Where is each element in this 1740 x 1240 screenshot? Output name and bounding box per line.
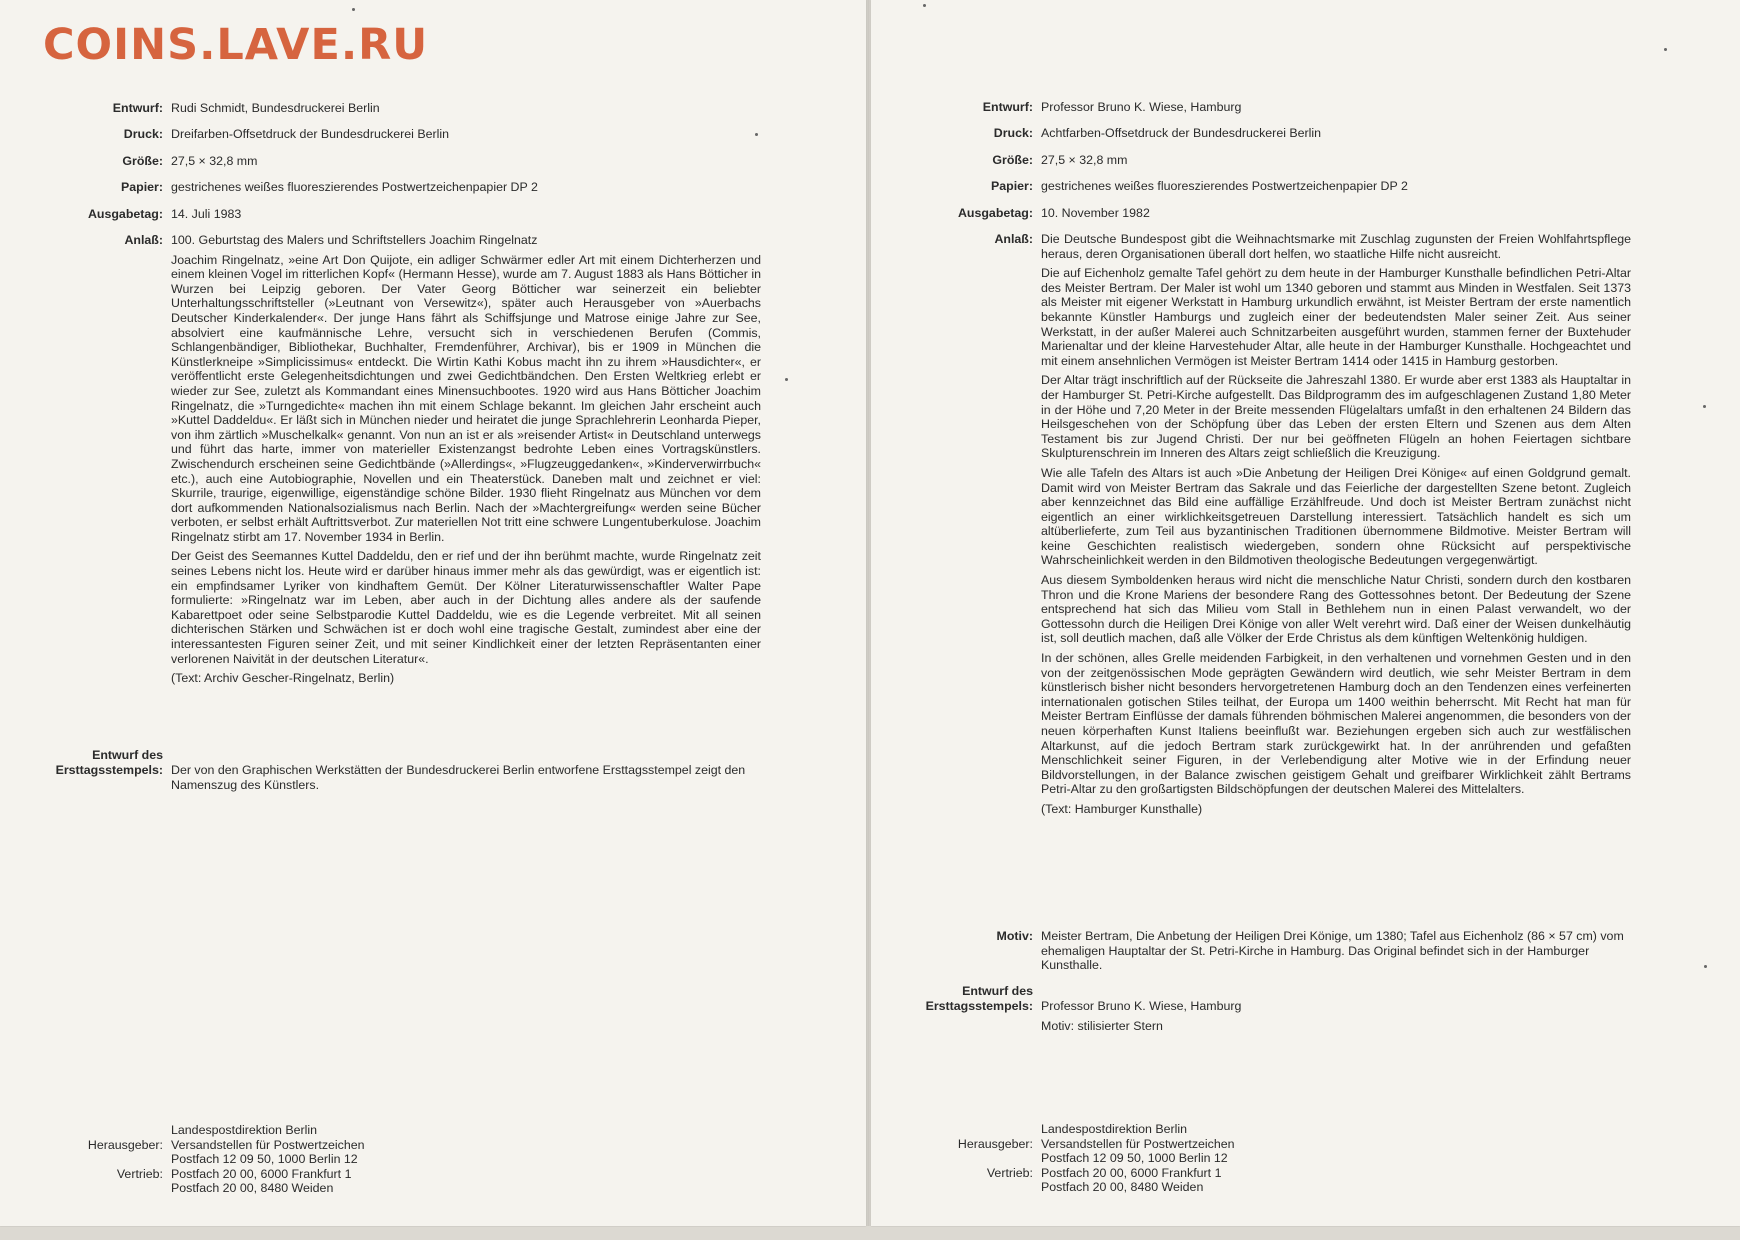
druck-row — [878, 126, 1631, 141]
paper-speck — [785, 378, 788, 381]
groesse-label: Größe: — [992, 153, 1033, 167]
anlass-text — [1041, 232, 1631, 822]
anlass-paragraph: 100. Geburtstag des Malers und Schriftstellers Joachim Ringelnatz — [171, 233, 538, 247]
ausgabetag-row — [878, 206, 1631, 221]
druck-value: Achtfarben-Offsetdruck der Bundesdruckerei Berlin — [1041, 126, 1322, 140]
druck-value: Dreifarben-Offsetdruck der Bundesdruckerei Berlin — [171, 127, 450, 141]
entwurf-label: Entwurf: — [112, 101, 163, 115]
stempel-row — [8, 748, 761, 792]
left-page — [0, 0, 866, 1226]
druck-row — [8, 127, 761, 142]
watermark-text: COINS.LAVE.RU — [43, 20, 429, 70]
anlass-paragraph: In der schönen, alles Grelle meidenden Farbigkeit, in den verhaltenen und vornehmen Gesten und in den von der zeitgenössischen Mode geprägten Gewändern wird deutlich, wie sehr Meister Bertram in dem künstlerisch bisher nicht besonders hervorgetretenen Hamburg doch an den Tendenzen eines verfeinerten internationalen gotischen Stiles teilhat, der Europa um 1400 weithin beherrscht. Mit Recht hat man für Meister Bertram Einflüsse der damals führenden böhmischen Malerei angenommen, die besonders von der neuen körperhaften Kunst Italiens beeinflußt war. Beziehungen ergeben sich auch zur westfälischen Altarkunst, auf die jedoch Bertram stark zurückgewirkt hat. In der anrührenden und gefaßten Menschlichkeit seiner Figuren, in der Verlebendigung alter Motive wie in der Erfindung neuer Bildvorstellungen, in der Balance zwischen geistigem Gehalt und greifbarer Wirklichkeit zählt Bertrams Petri-Altar zu den großartigsten Bildschöpfungen der deutschen Malerei des Mittelalters. — [1041, 651, 1631, 797]
anlass-label: Anlaß: — [994, 232, 1033, 246]
ausgabetag-value: 10. November 1982 — [1041, 206, 1150, 220]
vertrieb-line: Postfach 20 00, 8480 Weiden — [171, 1181, 334, 1196]
vertrieb-line: Postfach 20 00, 6000 Frankfurt 1 — [1041, 1165, 1222, 1180]
anlass-source: (Text: Archiv Gescher-Ringelnatz, Berlin) — [171, 671, 395, 686]
groesse-value: 27,5 × 32,8 mm — [171, 154, 258, 168]
anlass-row — [8, 233, 761, 691]
vertrieb-line: Postfach 12 09 50, 1000 Berlin 12 — [171, 1152, 358, 1167]
motiv-value: Meister Bertram, Die Anbetung der Heiligen Drei Könige, um 1380; Tafel aus Eichenholz (86 × 57 cm) vom ehemaligen Hauptaltar der St. Petri-Kirche in Hamburg. Das Original befindet sich in der Hamburger Kunsthalle. — [1041, 929, 1624, 973]
groesse-label: Größe: — [122, 154, 163, 168]
entwurf-value: Rudi Schmidt, Bundesdruckerei Berlin — [171, 101, 380, 115]
vertrieb-line: Versandstellen für Postwertzeichen — [171, 1137, 365, 1152]
vertrieb-line: Postfach 20 00, 6000 Frankfurt 1 — [171, 1166, 352, 1181]
papier-value: gestrichenes weißes fluoreszierendes Postwertzeichenpapier DP 2 — [1041, 179, 1408, 193]
ausgabetag-label: Ausgabetag: — [957, 206, 1033, 220]
paper-speck — [923, 4, 926, 7]
stempel-value: Professor Bruno K. Wiese, Hamburg — [1041, 999, 1242, 1013]
stempel-row — [878, 984, 1631, 1038]
paper-speck — [352, 8, 355, 11]
imprint-block — [8, 1123, 761, 1196]
anlass-paragraph: Der Altar trägt inschriftlich auf der Rückseite die Jahreszahl 1380. Er wurde aber erst 1383 als Hauptaltar in der Hamburger St. Petri-Kirche aufgestellt. Das Bildprogramm des im aufgeschlagenen Zustand 1,80 Meter in der Höhe und 7,20 Meter in der Breite messenden Flügelaltars umfaßt in den erhaltenen 24 Bildern das Heilsgeschehen von der Schöpfung über das Leben der ersten Eltern und Szenen aus dem Alten Testament bis zur Jugend Christi. Der nur bei geöffneten Flügeln an hohen Feiertagen sichtbare Skulpturenschrein im Inneren des Altars zeigt schließlich die Kreuzigung. — [1041, 373, 1631, 461]
groesse-value: 27,5 × 32,8 mm — [1041, 153, 1128, 167]
stempel-motiv: Motiv: stilisierter Stern — [1041, 1018, 1163, 1033]
druck-label: Druck: — [123, 127, 163, 141]
anlass-paragraph: Wie alle Tafeln des Altars ist auch »Die Anbetung der Heiligen Drei Könige« auf einen Goldgrund gemalt. Damit wird von Meister Bertram das Sakrale und das Feierliche der dargestellten Szene betont. Zugleich aber kennzeichnet das Bild eine auffällige Erzählfreude. Und doch ist Meister Bertram zunächst nicht eigentlich an einer wirklichkeitsgetreuen Darstellung interessiert. Tatsächlich handelt es sich um altüberlieferte, zum Teil aus byzantinischen Traditionen übernommene Bildmotive. Meister Bertram will keine Geschichten realistisch wiedergeben, sondern ohne Rücksicht auf perspektivische Wahrscheinlichkeit werden in den Bildmotiven theologische Bedeutungen vergegenwärtigt. — [1041, 465, 1631, 568]
herausgeber-label: Herausgeber: — [87, 1137, 163, 1152]
papier-value: gestrichenes weißes fluoreszierendes Postwertzeichenpapier DP 2 — [171, 180, 538, 194]
vertrieb-label: Vertrieb: — [116, 1166, 163, 1181]
motiv-label: Motiv: — [996, 929, 1033, 943]
anlass-label: Anlaß: — [124, 233, 163, 247]
papier-label: Papier: — [990, 179, 1033, 193]
anlass-text — [171, 233, 761, 691]
vertrieb-line: Postfach 12 09 50, 1000 Berlin 12 — [1041, 1151, 1228, 1166]
paper-speck — [755, 133, 758, 136]
paper-speck — [1664, 48, 1667, 51]
stempel-value: Der von den Graphischen Werkstätten der Bundesdruckerei Berlin entworfene Ersttagsstempel zeigt den Namenszug des Künstlers. — [171, 763, 746, 792]
herausgeber-value: Landespostdirektion Berlin — [171, 1123, 318, 1137]
papier-row — [8, 180, 761, 195]
papier-row — [878, 179, 1631, 194]
motiv-row — [878, 929, 1631, 973]
ausgabetag-value: 14. Juli 1983 — [171, 207, 242, 221]
druck-label: Druck: — [993, 126, 1033, 140]
stempel-label: Entwurf des Ersttagsstempels: — [55, 748, 163, 777]
ausgabetag-row — [8, 207, 761, 222]
groesse-row — [8, 154, 761, 169]
scan-background-strip — [0, 1226, 1740, 1240]
herausgeber-value: Landespostdirektion Berlin — [1041, 1122, 1188, 1136]
anlass-source: (Text: Hamburger Kunsthalle) — [1041, 801, 1203, 816]
vertrieb-line: Postfach 20 00, 8480 Weiden — [1041, 1180, 1204, 1195]
imprint-labels — [8, 1123, 171, 1196]
right-page — [871, 0, 1740, 1226]
anlass-paragraph: Aus diesem Symboldenken heraus wird nicht die menschliche Natur Christi, sondern durch den kostbaren Thron und die Krone Mariens der besondere Rang des Gottessohnes betont. Der Bedeutung der Szene entsprechend hat sich das Milieu vom Stall in Bethlehem nun in einen Palast verwandelt, wo der Gottessohn durch die Heiligen Drei Könige von aller Welt verehrt wird. Daß einer der Weisen dunkelhäutig ist, soll deutlich machen, daß alle Völker der Erde Christus als dem künftigen Weltenkönig huldigen. — [1041, 573, 1631, 646]
entwurf-value: Professor Bruno K. Wiese, Hamburg — [1041, 100, 1242, 114]
entwurf-label: Entwurf: — [982, 100, 1033, 114]
paper-speck — [1704, 965, 1707, 968]
anlass-paragraph: Joachim Ringelnatz, »eine Art Don Quijote, ein adliger Schwärmer edler Art mit einem Dichterherzen und einem kleinen Vogel im ritterlichen Kopf« (Hermann Hesse), wurde am 7. August 1883 als Hans Bötticher in Wurzen bei Leipzig geboren. Der Vater Georg Bötticher war seinerzeit ein beliebter Unterhaltungsschriftsteller (»Leutnant von Versewitz«), später auch Herausgeber von »Auerbachs Deutscher Kinderkalender«. Der junge Hans fährt als Schiffsjunge und Matrose einige Jahre zur See, absolviert eine kaufmännische Lehre, versucht sich in verschiedenen Berufen (Commis, Schlangenbändiger, Bibliothekar, Buchhalter, Fremdenführer, Archivar), bis er 1909 in München die Künstlerkneipe »Simplicissimus« entdeckt. Die Wirtin Kathi Kobus macht ihn zu ihrem »Hausdichter«, er veröffentlicht erste Gelegenheitsdichtungen und zwei Gedichtbändchen. Den Ersten Weltkrieg erlebt er wieder zur See, zuletzt als Kommandant eines Minensuchbootes. 1920 wird aus Hans Bötticher Joachim Ringelnatz, die »Turngedichte« machen ihn mit einem Schlage bekannt. Im gleichen Jahr erscheint auch »Kuttel Daddeldu«. Er läßt sich in München nieder und heiratet die junge Sprachlehrerin Leonharda Pieper, von ihm zärtlich »Muschelkalk« genannt. Von nun an ist er als »reisender Artist« in Deutschland unterwegs und führt das harte, immer von materieller Existenzangst bedrohte Leben eines Vortragskünstlers. Zwischendurch erscheinen seine Gedichtbände (»Allerdings«, »Flugzeuggedanken«, »Kinderverwirrbuch« etc.), auch eine Autobiographie, Novellen und ein Theaterstück. Daneben malt und zeichnet er viel: Skurrile, traurige, eigenwillige, eigenständige schöne Bilder. 1930 flieht Ringelnatz aus München vor dem dort aufkommenden Nationalsozialismus nach Berlin. Nach der »Machtergreifung« werden seine Bücher verboten, er selbst erhält Auftrittsverbot. Zur materiellen Not tritt eine schwere Lungentuberkulose. Joachim Ringelnatz stirbt am 17. November 1934 in Berlin. — [171, 252, 761, 544]
imprint-labels — [878, 1122, 1041, 1195]
stempel-block — [1041, 984, 1631, 1038]
entwurf-row — [8, 101, 761, 116]
vertrieb-line: Versandstellen für Postwertzeichen — [1041, 1136, 1235, 1151]
papier-label: Papier: — [120, 180, 163, 194]
paper-speck — [1703, 405, 1706, 408]
anlass-paragraph: Der Geist des Seemannes Kuttel Daddeldu, den er rief und der ihn berühmt machte, wurde Ringelnatz zeit seines Lebens nicht los. Heute wird er darüber hinaus immer mehr als das gewürdigt, was er eigentlich ist: ein empfindsamer Lyriker von kindhaftem Gemüt. Der Kölner Literaturwissenschaftler Walter Pape formulierte: »Ringelnatz war im Leben, aber auch in der Dichtung alles andere als der saufende Kabarettpoet oder seine Selbstparodie Kuttel Daddeldu, wie es die Legende verbreitet. Mit all seinen dichterischen Stärken und Schwächen ist er doch wohl eine tragische Gestalt, zumindest aber eine der interessantesten Figuren seiner Zeit, und mit seiner Kindlichkeit einer der letzten Repräsentanten einer verlorenen Naivität in der deutschen Literatur«. — [171, 549, 761, 666]
imprint-values — [1041, 1122, 1631, 1195]
imprint-block — [878, 1122, 1631, 1195]
ausgabetag-label: Ausgabetag: — [87, 207, 163, 221]
vertrieb-label: Vertrieb: — [986, 1165, 1033, 1180]
imprint-values — [171, 1123, 761, 1196]
anlass-paragraph: Die Deutsche Bundespost gibt die Weihnachtsmarke mit Zuschlag zugunsten der Freien Wohlfahrtspflege heraus, deren Organisationen überall dort helfen, wo staatliche Hilfe nicht ausreicht. — [1041, 232, 1631, 261]
anlass-paragraph: Die auf Eichenholz gemalte Tafel gehört zu dem heute in der Hamburger Kunsthalle befindlichen Petri-Altar des Meister Bertram. Der Maler ist wohl um 1340 geboren und stammt aus Minden in Westfalen. Seit 1373 als Meister mit eigener Werkstatt in Hamburg urkundlich erwähnt, ist Meister Bertram der erste namentlich bekannte Künstler Hamburgs und zugleich einer der bedeutendsten Maler seiner Zeit. Aus seiner Werkstatt, in der außer Malerei auch Schnitzarbeiten ausgeführt wurden, stammen ferner der Buxtehuder Marienaltar und der kleine Harvestehuder Altar, alle heute in der Hamburger Kunsthalle. Hochgeachtet und mit einem ansehnlichen Vermögen ist Meister Bertram 1414 oder 1415 in Hamburg gestorben. — [1041, 266, 1631, 368]
anlass-row — [878, 232, 1631, 822]
herausgeber-label: Herausgeber: — [957, 1136, 1033, 1151]
entwurf-row — [878, 100, 1631, 115]
groesse-row — [878, 153, 1631, 168]
stempel-label: Entwurf des Ersttagsstempels: — [925, 984, 1033, 1013]
